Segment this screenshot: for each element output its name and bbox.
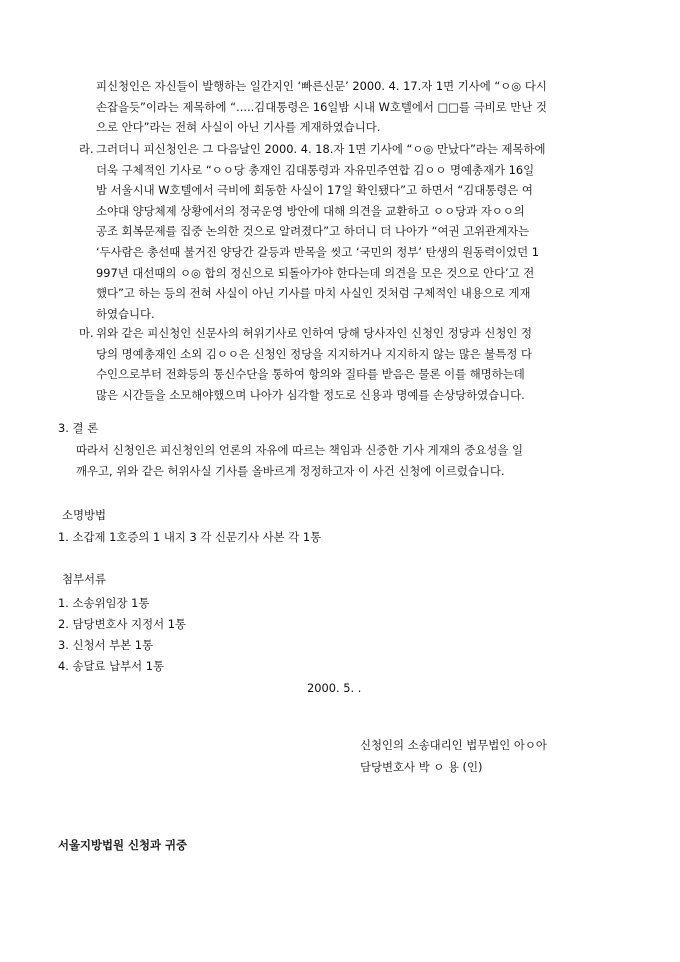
item-ra-line: 했다”고 하는 등의 전혀 사실이 아닌 기사를 마치 사실인 것처럼 구체적인 내용으로 게재 [96,286,531,301]
item-ra-line: 밤 서울시내 W호텔에서 극비에 회동한 사실이 17일 확인됐다”고 하면서 “김대통령은 여 [96,183,533,198]
item-ra-line: 997년 대선때의 ㅇ◎ 합의 정신으로 되돌아가야 한다는데 의견을 모은 것으로 안다’고 전 [96,265,535,280]
signature-line: 담당변호사 박 ㅇ 용 (인) [360,760,483,774]
intro-line: 손잡을듯”이라는 제목하에 “.....김대통령은 16일밤 시내 W호텔에서 □□를 극비로 만난 것 [96,99,547,114]
intro-line: 으로 안다”라는 전혀 사실이 아닌 기사를 게재하였습니다. [96,120,381,135]
item-ra-line: 하였습니다. [96,306,155,321]
attachments-heading: 첨부서류 [62,572,107,586]
item-ma-line: 위와 같은 피신청인 신문사의 허위기사로 인하여 당해 당사자인 신청인 정당과 신청인 정 [96,326,532,340]
item-ra-line: ‘두사람은 총선때 불거진 양당간 갈등과 반목을 씻고 ‘국민의 정부’ 탄생의 원동력이었던 1 [96,244,540,259]
item-ra-line: 더욱 구체적인 기사로 “ㅇㅇ당 총재인 김대통령과 자유민주연합 김ㅇㅇ 명예총재가 16일 [96,162,535,177]
item-ra-paragraph [96,139,546,324]
conclusion-line: 깨우고, 위와 같은 허위사실 기사를 올바르게 정정하고자 이 사건 신청에 이르렀습니다. [76,463,505,478]
conclusion-line: 따라서 신청인은 피신청인의 언론의 자유에 따르는 책임과 신중한 기사 게재의 중요성을 일 [76,443,523,457]
attachment-item: 1. 소송위임장 1통 [58,596,150,610]
evidence-item: 1. 소갑제 1호증의 1 내지 3 각 신문기사 사본 각 1통 [58,530,322,544]
item-ra-label: 라. [79,142,94,156]
attachment-item: 2. 담당변호사 지정서 1통 [58,617,187,631]
attachment-item: 4. 송달료 납부서 1통 [58,659,165,673]
addressee: 서울지방법원 신청과 귀중 [58,838,187,852]
conclusion-heading: 3. 결 론 [58,421,99,435]
intro-line: 피신청인은 자신들이 발행하는 일간지인 ‘빠른신문’ 2000. 4. 17.자 1면 기사에 “ㅇ◎ 다시 [96,79,547,93]
item-ma-line: 많은 시간들을 소모해야했으며 나아가 심각할 정도로 신용과 명예를 손상당하였습니다. [96,387,525,402]
intro-paragraph [96,76,547,138]
attachment-item: 3. 신청서 부본 1통 [58,638,153,652]
item-ra-line: 공조 회복문제를 집중 논의한 것으로 알려졌다”고 하더니 더 나아가 “여권 고위관계자는 [96,224,530,239]
filing-date: 2000. 5. . [307,681,362,695]
item-ma-line: 당의 명예총재인 소외 김ㅇㅇ은 신청인 정당을 지지하거나 지지하지 않는 많은 불특정 다 [96,346,532,361]
signature-line: 신청인의 소송대리인 법무법인 아ㅇ아 [360,738,547,752]
evidence-heading: 소명방법 [62,508,107,522]
item-ma-label: 마. [79,326,94,340]
item-ma-line: 수인으로부터 전화등의 통신수단을 통하여 항의와 질타를 받음은 물론 이를 해명하는데 [96,367,525,382]
item-ma-paragraph [96,323,532,405]
item-ra-line: 소야대 양당체제 상황에서의 정국운영 방안에 대해 의견을 교환하고 ㅇㅇ당과 자ㅇㅇ의 [96,203,525,218]
conclusion-paragraph [76,440,523,481]
item-ra-line: 그러더니 피신청인은 그 다음날인 2000. 4. 18.자 1면 기사에 “ㅇ◎ 만났다”라는 제목하에 [96,142,546,156]
